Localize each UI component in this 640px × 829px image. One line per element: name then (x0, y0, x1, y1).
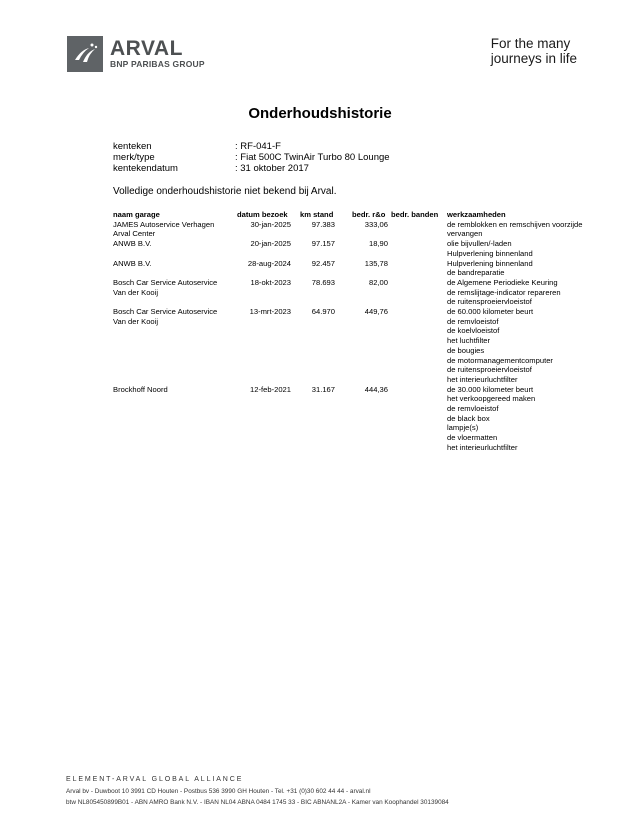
cell-km: 97.157 (311, 239, 335, 249)
page-header (67, 36, 577, 76)
cell-garage: ANWB B.V. (113, 239, 152, 249)
cell-km: 64.970 (311, 307, 335, 317)
table-header-row (113, 210, 583, 220)
footer-title: ELEMENT-ARVAL GLOBAL ALLIANCE (66, 776, 244, 783)
table-row (113, 259, 583, 278)
cell-garage: ANWB B.V. (113, 258, 152, 268)
info-label: merk/type (113, 152, 155, 163)
info-row-merk-type (113, 152, 390, 163)
cell-werkzaamheden-line: olie bijvullen/-laden (447, 239, 512, 249)
info-row-kenteken (113, 141, 390, 152)
table-body (113, 220, 583, 453)
cell-werkzaamheden-line: de black box (447, 413, 490, 423)
cell-werkzaamheden-line: het interieurluchtfilter (447, 442, 518, 452)
cell-werkzaamheden-line: vervangen (447, 229, 483, 239)
cell-werkzaamheden-line: de remslijtage-indicator repareren (447, 287, 561, 297)
cell-werkzaamheden-line: de 30.000 kilometer beurt (447, 384, 534, 394)
cell-werkzaamheden-line: het luchtfilter (447, 336, 491, 346)
cell-werkzaamheden-line: de motormanagementcomputer (447, 355, 553, 365)
cell-werkzaamheden-line: de bandreparatie (447, 268, 505, 278)
header-bedr: bedr. r&o (352, 210, 386, 219)
info-value: : Fiat 500C TwinAir Turbo 80 Lounge (235, 152, 390, 163)
cell-werkzaamheden-line: de ruitensproeiervloeistof (447, 365, 532, 375)
cell-werkzaamheden-line: de vloermatten (447, 433, 498, 443)
cell-km: 78.693 (311, 277, 335, 287)
cell-bedr: 135,78 (364, 258, 388, 268)
header-garage: naam garage (113, 210, 160, 219)
info-value: : 31 oktober 2017 (235, 163, 309, 174)
header-km: km stand (300, 210, 334, 219)
table-row (113, 220, 583, 239)
cell-km: 97.383 (311, 219, 335, 229)
cell-bedr: 444,36 (364, 384, 388, 394)
cell-km: 92.457 (311, 258, 335, 268)
header-banden: bedr. banden (391, 210, 439, 219)
vehicle-info (113, 141, 390, 174)
logo-name: ARVAL (110, 36, 183, 60)
footer-address: Arval bv - Duwboot 10 3991 CD Houten - Postbus 536 3990 GH Houten - Tel. +31 (0)30 602 44 44 - arval.nl (66, 788, 371, 795)
arval-logo-mark-icon (67, 36, 103, 72)
cell-bedr: 18,90 (368, 239, 388, 249)
logo-subtitle: BNP PARIBAS GROUP (110, 58, 205, 69)
cell-werkzaamheden-line: de koelvloeistof (447, 326, 500, 336)
cell-datum: 20-jan-2025 (250, 239, 291, 249)
header-werkzaamheden: werkzaamheden (447, 210, 506, 219)
cell-datum: 30-jan-2025 (250, 219, 291, 229)
cell-werkzaamheden-line: de bougies (447, 345, 485, 355)
maintenance-table (113, 210, 583, 453)
cell-garage: Bosch Car Service Autoservice Van der Kooij (113, 277, 218, 297)
table-row (113, 278, 583, 307)
history-note: Volledige onderhoudshistorie niet bekend bij Arval. (113, 186, 337, 197)
cell-werkzaamheden-line: de Algemene Periodieke Keuring (447, 277, 558, 287)
cell-bedr: 449,76 (364, 307, 388, 317)
cell-werkzaamheden-line: Hulpverlening binnenland (447, 248, 533, 258)
cell-bedr: 333,06 (364, 219, 388, 229)
table-row (113, 239, 583, 258)
info-value: : RF-041-F (235, 141, 281, 152)
cell-datum: 18-okt-2023 (250, 277, 291, 287)
cell-datum: 28-aug-2024 (247, 258, 291, 268)
info-label: kentekendatum (113, 163, 178, 174)
table-row (113, 385, 583, 453)
cell-garage: JAMES Autoservice Verhagen Arval Center (113, 219, 215, 239)
cell-km: 31.167 (311, 384, 335, 394)
tagline (491, 36, 577, 66)
cell-werkzaamheden-line: de ruitensproeiervloeistof (447, 297, 532, 307)
table-row (113, 307, 583, 385)
tagline-line-1: For the many (490, 36, 571, 51)
cell-garage: Bosch Car Service Autoservice Van der Kooij (113, 307, 218, 326)
footer (66, 776, 449, 808)
footer-registration: btw NL805450899B01 - ABN AMRO Bank N.V. - IBAN NL04 ABNA 0484 1745 33 - BIC ABNANL2A - Kamer van Koophandel 30139084 (66, 799, 449, 806)
cell-garage: Brockhoff Noord (113, 384, 168, 394)
cell-werkzaamheden-line: Hulpverlening binnenland (447, 258, 533, 268)
tagline-line-2: journeys in life (490, 51, 577, 66)
info-label: kenteken (113, 141, 152, 152)
cell-werkzaamheden-line: de remvloeistof (447, 404, 499, 414)
cell-werkzaamheden-line: de remvloeistof (447, 316, 499, 326)
arval-logo (67, 36, 205, 72)
info-row-kentekendatum (113, 163, 390, 174)
cell-werkzaamheden-line: de 60.000 kilometer beurt (447, 307, 534, 317)
header-datum: datum bezoek (237, 210, 288, 219)
cell-werkzaamheden-line: de remblokken en remschijven voorzijde (447, 219, 583, 229)
page-title: Onderhoudshistorie (248, 105, 392, 122)
cell-werkzaamheden-line: het interieurluchtfilter (447, 374, 518, 384)
cell-bedr: 82,00 (368, 277, 388, 287)
cell-werkzaamheden-line: het verkoopgereed maken (447, 394, 536, 404)
cell-datum: 13-mrt-2023 (249, 307, 291, 317)
cell-datum: 12-feb-2021 (250, 384, 291, 394)
cell-werkzaamheden-line: lampje(s) (447, 423, 479, 433)
